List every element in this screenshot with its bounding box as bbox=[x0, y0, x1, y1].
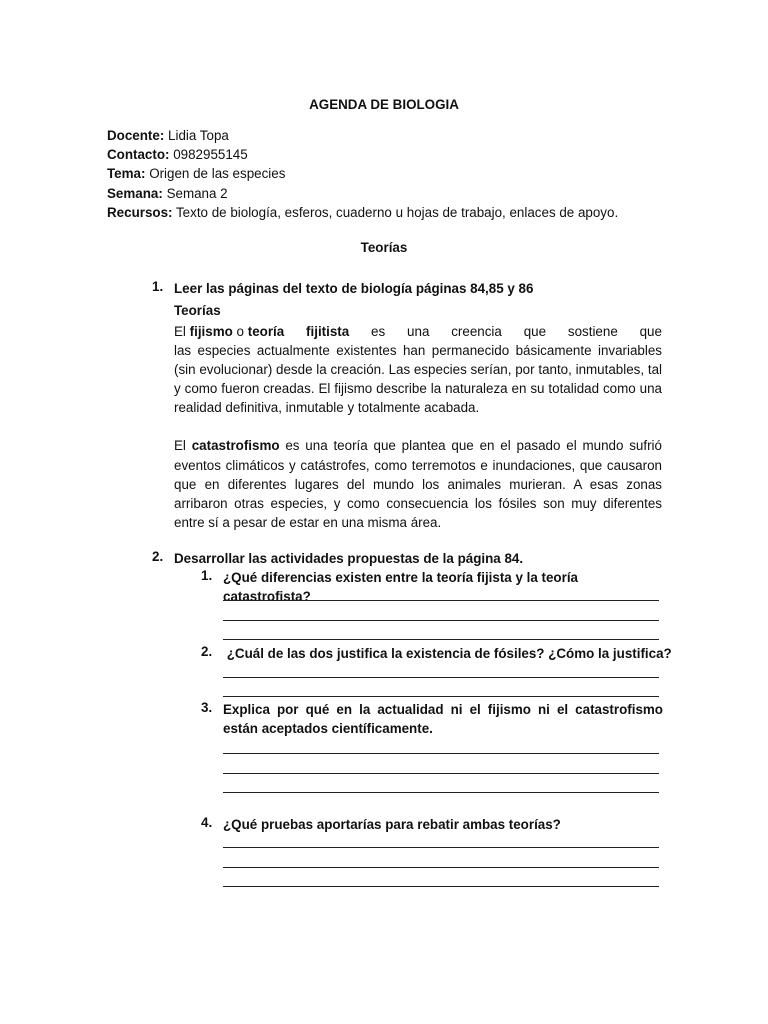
answer-line[interactable] bbox=[223, 886, 659, 887]
paragraph-first-line: El fijismo o teoría fijitista es una creencia que sostiene que bbox=[174, 324, 662, 339]
answer-line[interactable] bbox=[223, 753, 659, 754]
answer-line[interactable] bbox=[223, 600, 659, 601]
list-item-body bbox=[174, 549, 662, 568]
answer-line[interactable] bbox=[223, 639, 659, 640]
answer-line[interactable] bbox=[223, 773, 659, 774]
question-text: ¿Cuál de las dos justifica la existencia de fósiles? ¿Cómo la justifica? bbox=[223, 646, 672, 661]
meta-row-docente: Docente: Lidia Topa bbox=[107, 128, 229, 143]
answer-line[interactable] bbox=[223, 696, 659, 697]
answer-line[interactable] bbox=[223, 620, 659, 621]
list-item-body bbox=[174, 279, 662, 532]
paragraph-catastrofismo: El catastrofismo es una teoría que plantea que en el pasado el mundo sufrió eventos climáticos y catástrofes, como terremotos e inundaciones, que causaron que en diferentes lugares del mundo los animales murieran. A esas zonas arribaron otras especies, y como consecuencia los fósiles son muy diferentes entre sí a pesar de estar en una misma área. bbox=[174, 438, 662, 530]
answer-line[interactable] bbox=[223, 847, 659, 848]
meta-row-semana: Semana: Semana 2 bbox=[107, 185, 228, 201]
answer-line[interactable] bbox=[223, 792, 659, 793]
meta-row-contacto: Contacto: 0982955145 bbox=[107, 147, 248, 163]
item-heading: Desarrollar las actividades propuestas de la página 84. bbox=[174, 551, 524, 566]
list-number: 1. bbox=[152, 279, 164, 294]
item-subheading: Teorías bbox=[174, 302, 221, 318]
question-number: 4. bbox=[201, 815, 213, 830]
meta-row-tema: Tema: Origen de las especies bbox=[107, 166, 286, 182]
question-number: 2. bbox=[201, 644, 213, 659]
answer-line[interactable] bbox=[223, 677, 659, 678]
question-text: ¿Qué diferencias existen entre la teoría fijista y la teoría catastrofista? bbox=[223, 570, 578, 604]
question-number: 1. bbox=[201, 568, 213, 583]
list-number: 2. bbox=[152, 549, 164, 564]
paragraph-rest: las especies actualmente existentes han permanecido básicamente invariables (sin evolucionar) desde la creación. Las especies serían, por tanto, inmutables, tal y como fueron creadas. El fijismo describe la naturaleza en su totalidad como una realidad definitiva, inmutable y totalmente acabada. bbox=[174, 343, 662, 416]
meta-block bbox=[107, 126, 618, 222]
question-text: Explica por qué en la actualidad ni el fijismo ni el catastrofismo están aceptados científicamente. bbox=[223, 702, 663, 736]
document-title: AGENDA DE BIOLOGIA bbox=[309, 97, 459, 112]
section-title: Teorías bbox=[360, 240, 408, 255]
paragraph-fijismo bbox=[174, 322, 662, 417]
answer-line[interactable] bbox=[223, 867, 659, 868]
item-heading: Leer las páginas del texto de biología páginas 84,85 y 86 bbox=[174, 281, 534, 296]
meta-row-recursos: Recursos: Texto de biología, esferos, cuaderno u hojas de trabajo, enlaces de apoyo. bbox=[107, 204, 619, 220]
question-number: 3. bbox=[201, 700, 213, 715]
question-text: ¿Qué pruebas aportarías para rebatir ambas teorías? bbox=[223, 817, 561, 832]
